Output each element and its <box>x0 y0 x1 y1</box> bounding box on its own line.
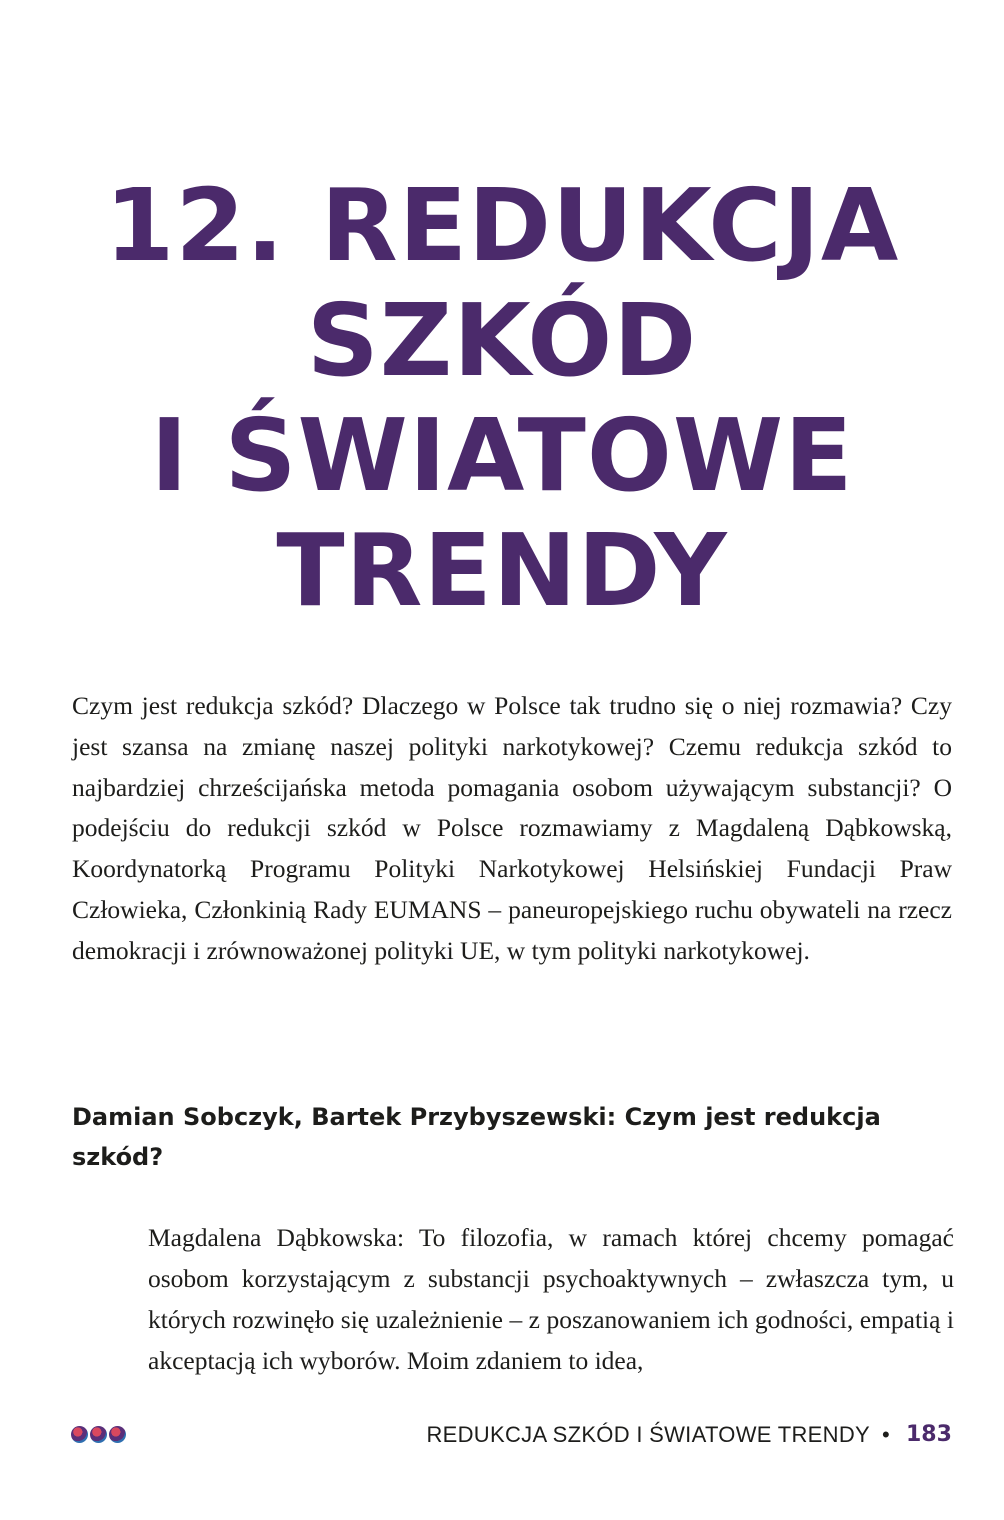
footer-bullet: • <box>882 1422 890 1447</box>
page-number: 183 <box>906 1422 952 1447</box>
three-globes-logo-icon <box>71 1426 126 1444</box>
globe-icon <box>90 1426 107 1443</box>
globe-icon <box>71 1426 88 1443</box>
chapter-title-line: I ŚWIATOWE <box>150 397 854 514</box>
interview-answer: Magdalena Dąbkowska: To filozofia, w ramach której chcemy pomagać osobom korzystającym z substancji psychoaktywnych – zwłaszcza tym, u których rozwinęło się uzależnienie – z poszanowaniem ich godności, empatią i akceptacją ich wyborów. Moim zdaniem to idea, <box>148 1223 954 1375</box>
running-head: REDUKCJA SZKÓD I ŚWIATOWE TRENDY <box>426 1422 870 1447</box>
chapter-title-line: SZKÓD <box>306 282 698 399</box>
chapter-title-line: 12. REDUKCJA <box>104 167 900 284</box>
chapter-title <box>0 168 1004 628</box>
globe-icon <box>109 1426 126 1443</box>
intro-paragraph: Czym jest redukcja szkód? Dlaczego w Polsce tak trudno się o niej rozmawia? Czy jest szansa na zmianę naszej polityki narkotykowej? Czemu redukcja szkód to najbardziej chrześcijańska metoda pomagania osobom używającym substancji? O podejściu do redukcji szkód w Polsce rozmawiamy z Magdaleną Dąbkowską, Koordynatorką Programu Polityki Narkotykowej Helsińskiej Fundacji Praw Człowieka, Członkinią Rady EUMANS – paneuropejskiego ruchu obywateli na rzecz demokracji i zrównoważonej polityki UE, w tym polityki narkotykowej. <box>72 691 952 965</box>
interview-question: Damian Sobczyk, Bartek Przybyszewski: Czym jest redukcja szkód? <box>72 1103 881 1171</box>
chapter-title-line: TRENDY <box>276 512 728 629</box>
